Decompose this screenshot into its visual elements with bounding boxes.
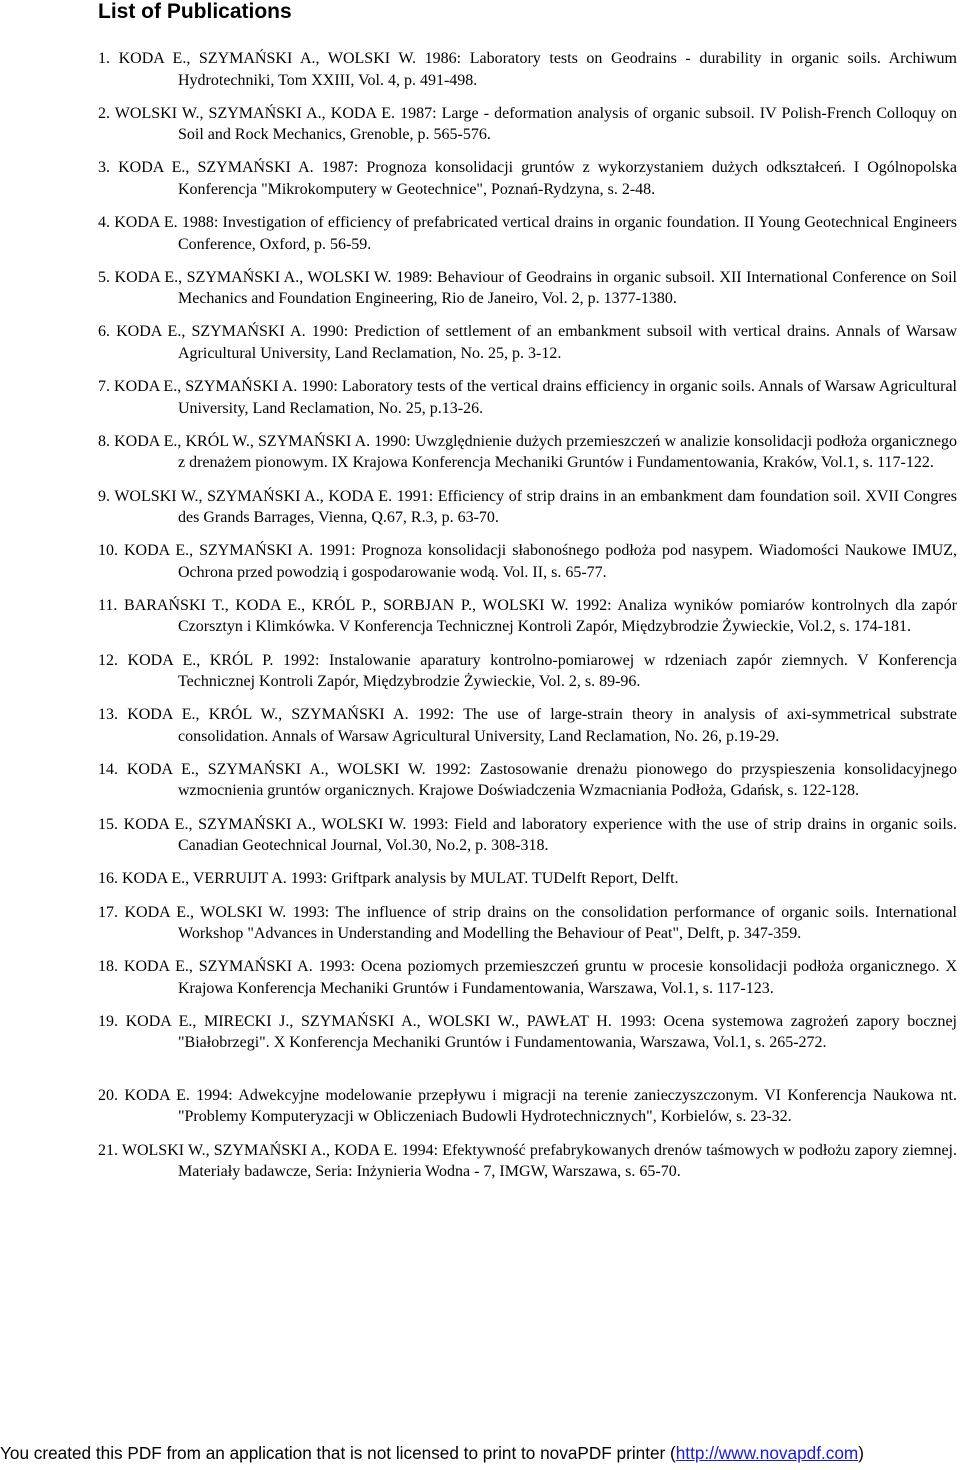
- publication-text: 10. KODA E., SZYMAŃSKI A. 1991: Prognoza konsolidacji słabonośnego podłoża pod nasypem. Wiadomości Naukowe IMUZ, Ochrona przed powodzią i gospodarowanie wodą. Vol. II, s. 65-77.: [98, 542, 957, 581]
- publication-text: 16. KODA E., VERRUIJT A. 1993: Griftpark analysis by MULAT. TUDelft Report, Delft.: [98, 870, 679, 888]
- publication-text: 11. BARAŃSKI T., KODA E., KRÓL P., SORBJAN P., WOLSKI W. 1992: Analiza wyników pomiarów kontrolnych dla zapór Czorsztyn i Klimkówka. V Konferencja Technicznej Kontroli Zapór, Międzybrodzie Żywieckie, Vol.2, s. 174-181.: [98, 596, 957, 636]
- publication-item: [98, 814, 957, 857]
- publication-text: 21. WOLSKI W., SZYMAŃSKI A., KODA E. 1994: Efektywność prefabrykowanych drenów taśmowych w podłożu zapory ziemnej. Materiały badawcze, Seria: Inżynieria Wodna - 7, IMGW, Warszawa, s. 65-70.: [98, 1141, 957, 1181]
- publication-text: 15. KODA E., SZYMAŃSKI A., WOLSKI W. 1993: Field and laboratory experience with the use of strip drains in organic soils. Canadian Geotechnical Journal, Vol.30, No.2, p. 308-318.: [98, 815, 957, 855]
- publication-text: 17. KODA E., WOLSKI W. 1993: The influence of strip drains on the consolidation performance of organic soils. International Workshop "Advances in Understanding and Modelling the Behaviour of Peat", Delft, p. 347-359.: [98, 903, 957, 942]
- publication-text: 18. KODA E., SZYMAŃSKI A. 1993: Ocena poziomych przemieszczeń gruntu w procesie konsolidacji podłoża organicznego. X Krajowa Konferencja Mechaniki Gruntów i Fundamentowania, Warszawa, Vol.1, s. 117-123.: [98, 958, 957, 997]
- publication-item: [98, 540, 957, 583]
- publication-text: 5. KODA E., SZYMAŃSKI A., WOLSKI W. 1989: Behaviour of Geodrains in organic subsoil. XII International Conference on Soil Mechanics and Foundation Engineering, Rio de Janeiro, Vol. 2, p. 1377-1380.: [98, 268, 957, 308]
- page-title: List of Publications: [98, 0, 292, 23]
- publication-text: 14. KODA E., SZYMAŃSKI A., WOLSKI W. 1992: Zastosowanie drenażu pionowego do przyspieszenia konsolidacyjnego wzmocnienia gruntów organicznych. Krajowe Doświadczenia Wzmacniania Podłoża, Gdańsk, s. 122-128.: [98, 760, 957, 800]
- publication-item: [98, 868, 957, 890]
- publication-text: 3. KODA E., SZYMAŃSKI A. 1987: Prognoza konsolidacji gruntów z wykorzystaniem dużych odkształceń. I Ogólnopolska Konferencja "Mikrokomputery w Geotechnice", Poznań-Rydzyna, s. 2-48.: [98, 159, 957, 198]
- publication-text: 9. WOLSKI W., SZYMAŃSKI A., KODA E. 1991: Efficiency of strip drains in an embankment dam foundation soil. XVII Congres des Grands Barrages, Vienna, Q.67, R.3, p. 63-70.: [98, 487, 957, 526]
- publication-text: 6. KODA E., SZYMAŃSKI A. 1990: Prediction of settlement of an embankment subsoil with vertical drains. Annals of Warsaw Agricultural University, Land Reclamation, No. 25, p. 3-12.: [98, 323, 957, 362]
- publication-text: 4. KODA E. 1988: Investigation of efficiency of prefabricated vertical drains in organic foundation. II Young Geotechnical Engineers Conference, Oxford, p. 56-59.: [98, 214, 957, 253]
- publication-item: [98, 486, 957, 529]
- publication-item: [98, 902, 957, 945]
- publication-text: 19. KODA E., MIRECKI J., SZYMAŃSKI A., WOLSKI W., PAWŁAT H. 1993: Ocena systemowa zagrożeń zapory bocznej "Białobrzegi". X Konferencja Mechaniki Gruntów i Fundamentowania, Warszawa, Vol.1, s. 265-272.: [98, 1012, 957, 1052]
- publication-item: [98, 103, 957, 146]
- footer-link[interactable]: http://www.novapdf.com: [675, 1443, 859, 1463]
- publication-item: [98, 956, 957, 999]
- publication-text: 7. KODA E., SZYMAŃSKI A. 1990: Laboratory tests of the vertical drains efficiency in organic soils. Annals of Warsaw Agricultural University, Land Reclamation, No. 25, p.13-26.: [98, 378, 957, 417]
- publication-item: [98, 212, 957, 255]
- publication-text: 2. WOLSKI W., SZYMAŃSKI A., KODA E. 1987: Large - deformation analysis of organic subsoil. IV Polish-French Colloquy on Soil and Rock Mechanics, Grenoble, p. 565-576.: [98, 104, 957, 144]
- publication-item: [98, 1085, 957, 1128]
- publication-text: 1. KODA E., SZYMAŃSKI A., WOLSKI W. 1986: Laboratory tests on Geodrains - durability in organic soils. Archiwum Hydrotechniki, Tom XXIII, Vol. 4, p. 491-498.: [98, 50, 957, 89]
- publication-item: [98, 267, 957, 310]
- publication-list: [98, 48, 957, 1194]
- publication-item: [98, 431, 957, 474]
- publication-item: [98, 650, 957, 693]
- publication-item: [98, 704, 957, 747]
- publication-text: 8. KODA E., KRÓL W., SZYMAŃSKI A. 1990: Uwzględnienie dużych przemieszczeń w analizie konsolidacji podłoża organicznego z drenażem pionowym. IX Krajowa Konferencja Mechaniki Gruntów i Fundamentowania, Kraków, Vol.1, s. 117-122.: [98, 432, 957, 472]
- publication-text: 20. KODA E. 1994: Adwekcyjne modelowanie przepływu i migracji na terenie zanieczyszczonym. VI Konferencja Naukowa nt. "Problemy Komputeryzacji w Obliczeniach Budowli Hydrotechnicznych", Korbielów, s. 23-32.: [98, 1086, 957, 1126]
- publication-item: [98, 595, 957, 638]
- publication-item: [98, 48, 957, 91]
- pdf-footer: [0, 1443, 960, 1463]
- publication-text: 13. KODA E., KRÓL W., SZYMAŃSKI A. 1992: The use of large-strain theory in analysis of axi-symmetrical substrate consolidation. Annals of Warsaw Agricultural University, Land Reclamation, No. 26, p.19-29.: [98, 706, 957, 745]
- publication-item: [98, 1011, 957, 1054]
- publication-item: [98, 321, 957, 364]
- footer-close: ): [858, 1443, 864, 1463]
- publication-item: [98, 376, 957, 419]
- publication-item: [98, 759, 957, 802]
- footer-text: You created this PDF from an application that is not licensed to print to novaPDF printer (: [0, 1443, 676, 1463]
- publication-item: [98, 1140, 957, 1183]
- publication-item: [98, 157, 957, 200]
- publication-text: 12. KODA E., KRÓL P. 1992: Instalowanie aparatury kontrolno-pomiarowej w rdzeniach zapór ziemnych. V Konferencja Technicznej Kontroli Zapór, Międzybrodzie Żywieckie, Vol. 2, s. 89-96.: [98, 651, 957, 691]
